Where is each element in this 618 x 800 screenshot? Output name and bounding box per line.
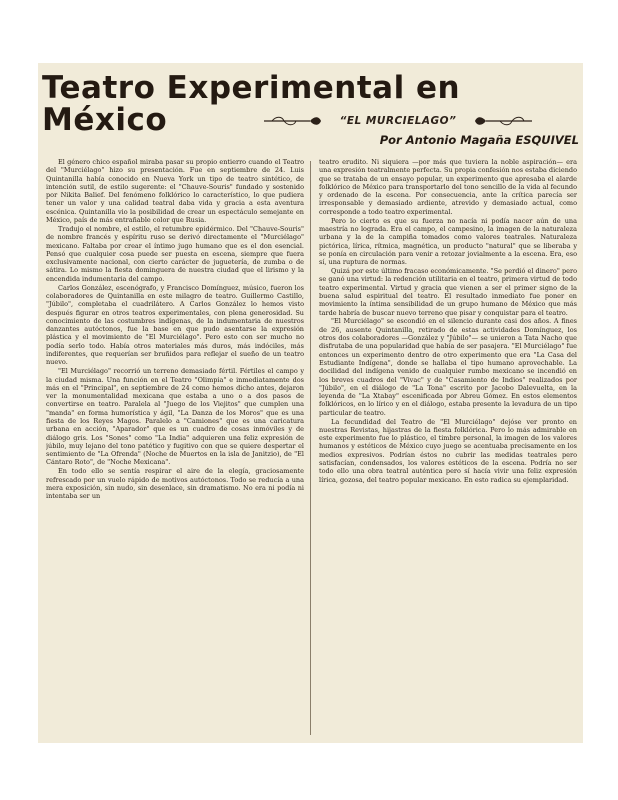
article-title-line-1: Teatro Experimental en xyxy=(42,70,461,106)
subtitle-text: “EL MURCIELAGO” xyxy=(339,115,457,127)
article-title-line-2: México xyxy=(42,102,168,138)
paragraph: "El Murciélago" recorrió un terreno demasiado fértil. Fértiles el campo y la ciudad misma. Una función en el Teatro "Olimpia" e inmediatamente dos más en el "Principal", en septiembre de 24 como hemos dicho antes, dejaron ver la monumentalidad mexicana que estaba a uno o a dos pasos de convertirse en teatro. Paralela al "Juego de los Viejitos" que cumplen una "manda" en forma humorística y ágil, "La Danza de los Moros" que es una fiesta de los Reyes Magos. Paralelo a "Camiones" que es una caricatura urbana en acción, "Aparador" que es un cuadro de cosas inmóviles y de diálogo gris. Los "Sones" como "La India" adquieren una feliz expresión de júbilo, muy lejano del tono patético y fugitivo con que se quiere despertar el sentimiento de "La Ofrenda" (Noche de Muertos en la isla de Janitzio), de "El Cántaro Roto", de "Noche Mexicana". xyxy=(46,367,304,467)
paragraph: La fecundidad del Teatro de "El Murciélago" dejóse ver pronto en nuestras Revistas, hijastras de la fiesta folklórica. Pero lo más admirable en este experimento fue lo plástico, el timbre personal, la imagen de los valores humanos y estéticos de México cuyo juego se acentuaba precisamente en los medios expresivos. Podrían éstos no cubrir las medidas teatrales pero satisfacían, condensados, los valores estéticos de la escena. Podría no ser todo ello una obra teatral auténtica pero sí hacía vivir una feliz expresión lírica, gozosa, del teatro popular mexicano. En esto radica su ejemplaridad. xyxy=(319,417,577,484)
paragraph: En todo ello se sentía respirar el aire de la elegía, graciosamente refrescado por un vuelo rápido de motivos autóctonos. Todo se reducía a una mera exposición, sin nudo, sin desenlace, sin dramatismo. No era ni podía ni intentaba ser un xyxy=(46,467,304,501)
right-flourish-icon xyxy=(474,115,532,127)
column-divider xyxy=(310,161,311,735)
paragraph: Carlos González, escenógrafo, y Francisco Domínguez, músico, fueron los colaboradores de Quintanilla en este milagro de teatro. Guillermo Castillo, "Júbilo", completaba el cuadrilátero. A Carlos González lo hemos visto después figurar en otros teatros experimentales, con plena generosidad. Su conocimiento de las costumbres indígenas, de la indumentaria de nuestros danzantes autóctonos, fue la base en que pudo asentarse la expresión plástica y el movimiento de "El Murciélago". Pero esto con ser mucho no podía serlo todo. Había otros materiales más duros, más indóciles, más indiferentes, que requerían ser bruñidos para reflejar el sueño de un teatro nuevo. xyxy=(46,283,304,367)
paragraph: "El Murciélago" se escondió en el silencio durante casi dos años. A fines de 26, ausente Quintanilla, retirado de estas actividades Domínguez, los otros dos colaboradores —González y "Júbilo"— se unieron a Tata Nacho que disfrutaba de una popularidad que había de ser pasajera. "El Murciélago" fue entonces un experimento dentro de otro experimento que era "La Casa del Estudiante Indígena", donde se hallaba el tipo humano aprovechable. La docilidad del indígena venido de cualquier rumbo mexicano se incendió en los breves cuadros del "Vivac" y de "Casamiento de Indios" realizados por "Júbilo", en el diálogo de "La Tona" escrito por Jacobo Dalevuelta, en la leyenda de "La Xtabay" escenificada por Abreu Gómez. En estos elementos folklóricos, en lo lírico y en el diálogo, estaba presente la levadura de un tipo particular de teatro. xyxy=(319,317,577,417)
newspaper-page xyxy=(38,63,583,743)
paragraph: Pero lo cierto es que su fuerza no nacía ni podía nacer aún de una maestría no lograda. Era el campo, el campesino, la imagen de la naturaleza urbana y la de la campiña tomados como valores teatrales. Naturaleza pictórica, lírica, rítmica, magnética, un producto "natural" que se liberaba y se ponía en circulación para venir a retozar jovialmente a la escena. Era, eso sí, una ruptura de normas. xyxy=(319,216,577,267)
subtitle xyxy=(264,111,532,131)
paragraph: El género chico español miraba pasar su propio entierro cuando el Teatro del "Murciélago" hizo su presentación. Fue en septiembre de 24. Luis Quintanilla había conocido en Nueva York un tipo de teatro sintético, de intención sutil, de estilo sugerente: el "Chauve-Souris" fundado y sostenido por Nikita Balief. Del fenómeno folklórico lo característico, lo que pudiera tener un valor y una calidad teatral daba vida y gracia a esta aventura escénica. Quintanilla vio la posibilidad de crear un espectáculo semejante en México, país de más entrañable color que Rusia. xyxy=(46,158,304,225)
paragraph: Tradujo el nombre, el estilo, el retumbre epidérmico. Del "Chauve-Souris" de nombre francés y espíritu ruso se derivó directamente el "Murciélago" mexicano. Faltaba por crear el íntimo jugo humano que es el don esencial. Pensó que cualquier cosa puede ser puesta en escena, siempre que fuera exclusivamente nacional, con cierto carácter de juguetería, de zumba o de sátira. Lo mismo la fiesta dominguera de nuestra ciudad que el lirismo y la encendida indumentaria del campo. xyxy=(46,224,304,283)
paragraph: teatro erudito. Ni siquiera —por más que tuviera la noble aspiración— era una expresión teatralmente perfecta. Su propia confesión nos estaba diciendo que se trataba de un ensayo popular, un experimento que apresaba el alarde folklórico de México para transportarlo del tono sencillo de la vida al fecundo y ordenado de la escena. Por consecuencia, ante la crítica parecía ser irresponsable y demasiado ardiente, atrevido y demasiado actual, como corresponde a todo teatro experimental. xyxy=(319,158,577,216)
paragraph: Quizá por este último fracaso económicamente. "Se perdió el dinero" pero se ganó una virtud: la redención utilitaria en el teatro, primera virtud de todo teatro experimental. Virtud y gracia que vienen a ser el primer signo de la buena salud espiritual del teatro. El resultado inmediato fue poner en movimiento la íntima sensibilidad de un grupo humano de México que más tarde habría de buscar nuevo terreno que pisar y conquistar para el teatro. xyxy=(319,267,577,317)
column-right xyxy=(319,158,577,738)
left-flourish-icon xyxy=(264,115,322,127)
byline: Por Antonio Magaña ESQUIVEL xyxy=(379,133,579,147)
column-left xyxy=(46,158,304,738)
